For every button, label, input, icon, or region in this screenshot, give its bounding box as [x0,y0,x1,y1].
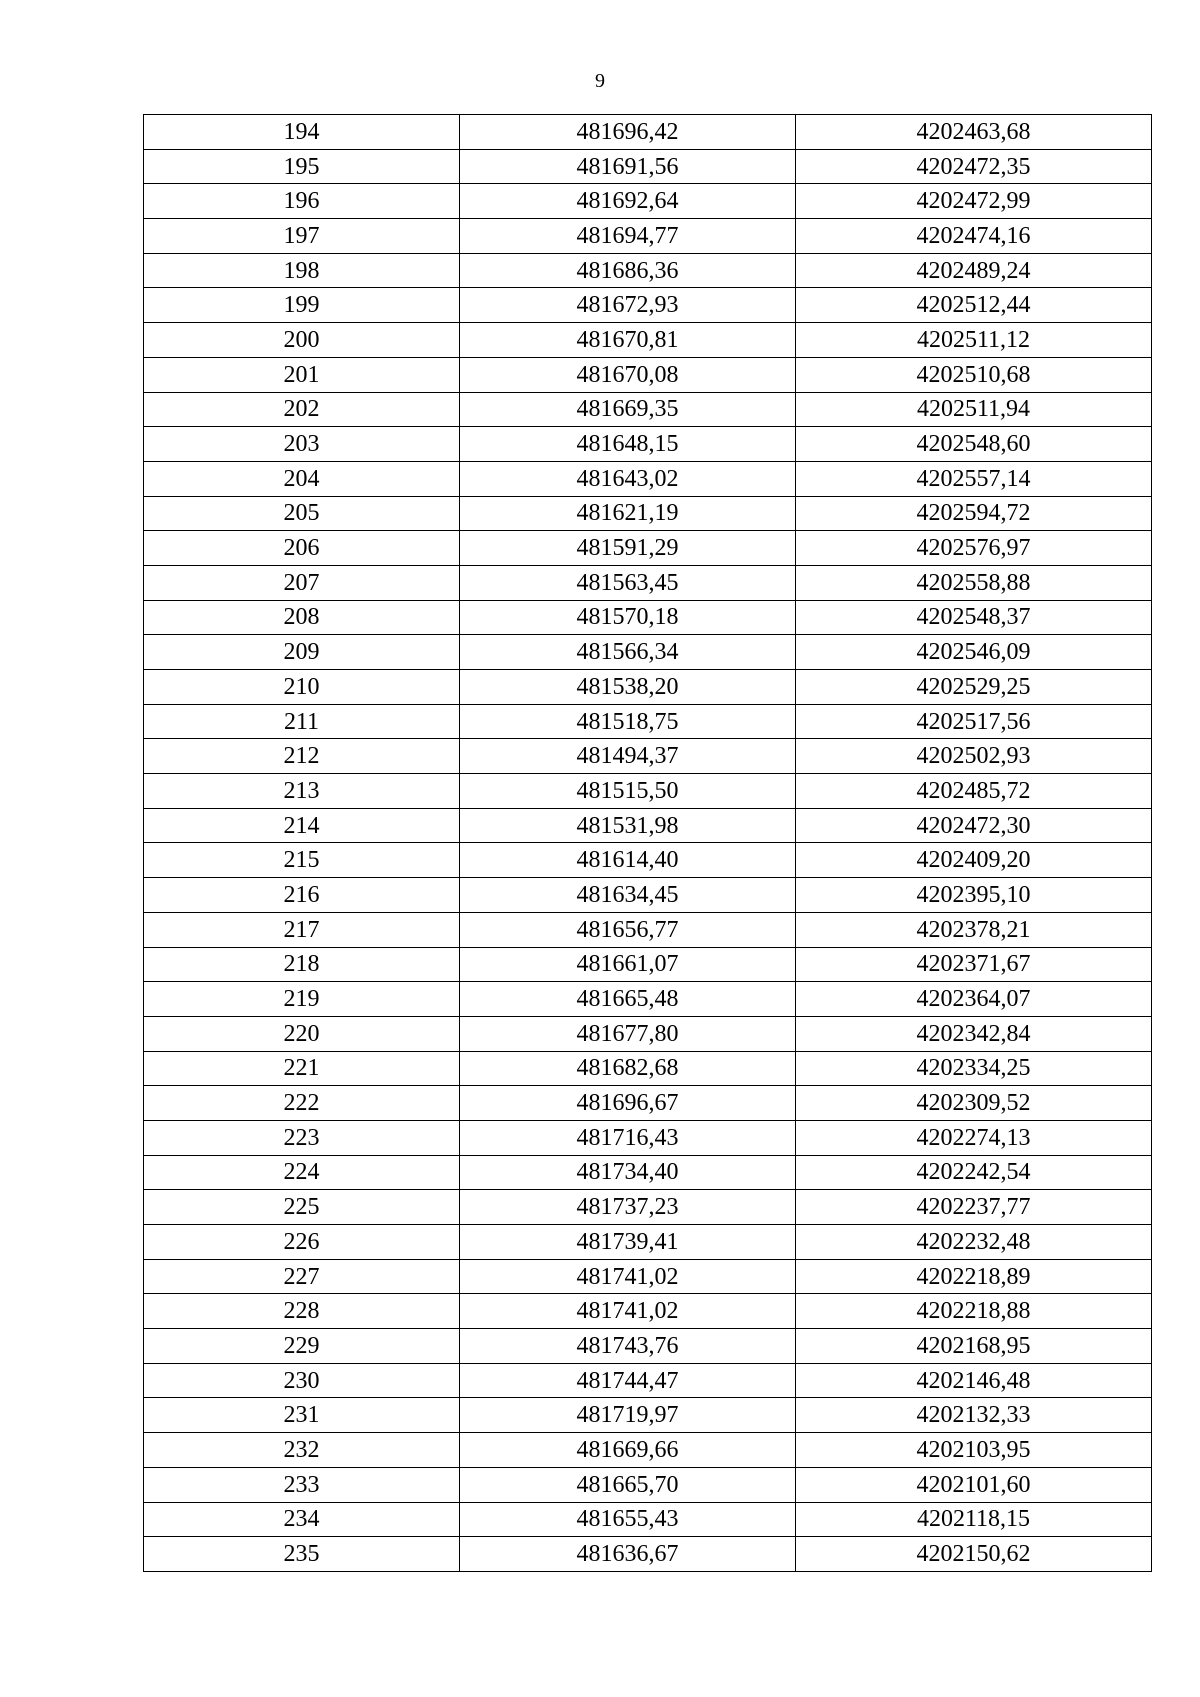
y-coordinate-cell: 4202395,10 [796,878,1152,913]
y-coordinate-cell: 4202576,97 [796,531,1152,566]
y-coordinate-cell: 4202168,95 [796,1329,1152,1364]
point-number-cell: 213 [144,774,460,809]
point-number-cell: 222 [144,1086,460,1121]
point-number-cell: 229 [144,1329,460,1364]
point-number-cell: 202 [144,392,460,427]
point-number-cell: 198 [144,253,460,288]
point-number-cell: 197 [144,219,460,254]
y-coordinate-cell: 4202150,62 [796,1537,1152,1572]
point-number-cell: 218 [144,947,460,982]
table-row [144,1537,1152,1572]
y-coordinate-cell: 4202512,44 [796,288,1152,323]
x-coordinate-cell: 481643,02 [460,461,796,496]
table-row [144,670,1152,705]
x-coordinate-cell: 481661,07 [460,947,796,982]
x-coordinate-cell: 481669,35 [460,392,796,427]
table-row [144,635,1152,670]
x-coordinate-cell: 481621,19 [460,496,796,531]
table-row [144,1467,1152,1502]
point-number-cell: 196 [144,184,460,219]
table-row [144,1051,1152,1086]
y-coordinate-cell: 4202557,14 [796,461,1152,496]
x-coordinate-cell: 481694,77 [460,219,796,254]
table-row [144,1225,1152,1260]
x-coordinate-cell: 481677,80 [460,1016,796,1051]
y-coordinate-cell: 4202118,15 [796,1502,1152,1537]
x-coordinate-cell: 481692,64 [460,184,796,219]
point-number-cell: 226 [144,1225,460,1260]
x-coordinate-cell: 481737,23 [460,1190,796,1225]
y-coordinate-cell: 4202242,54 [796,1155,1152,1190]
y-coordinate-cell: 4202511,12 [796,323,1152,358]
point-number-cell: 217 [144,912,460,947]
y-coordinate-cell: 4202510,68 [796,357,1152,392]
x-coordinate-cell: 481716,43 [460,1120,796,1155]
x-coordinate-cell: 481741,02 [460,1294,796,1329]
page-number: 9 [595,70,605,92]
table-row [144,531,1152,566]
x-coordinate-cell: 481648,15 [460,427,796,462]
point-number-cell: 233 [144,1467,460,1502]
table-row [144,843,1152,878]
table-row [144,1086,1152,1121]
point-number-cell: 200 [144,323,460,358]
y-coordinate-cell: 4202511,94 [796,392,1152,427]
point-number-cell: 235 [144,1537,460,1572]
point-number-cell: 216 [144,878,460,913]
table-row [144,912,1152,947]
table-row [144,357,1152,392]
y-coordinate-cell: 4202529,25 [796,670,1152,705]
y-coordinate-cell: 4202594,72 [796,496,1152,531]
table-row [144,149,1152,184]
y-coordinate-cell: 4202342,84 [796,1016,1152,1051]
x-coordinate-cell: 481566,34 [460,635,796,670]
x-coordinate-cell: 481741,02 [460,1259,796,1294]
table-row [144,1120,1152,1155]
coordinates-table-body [144,115,1152,1572]
y-coordinate-cell: 4202558,88 [796,565,1152,600]
point-number-cell: 214 [144,808,460,843]
point-number-cell: 199 [144,288,460,323]
x-coordinate-cell: 481563,45 [460,565,796,600]
x-coordinate-cell: 481665,70 [460,1467,796,1502]
table-row [144,184,1152,219]
point-number-cell: 223 [144,1120,460,1155]
table-row [144,219,1152,254]
x-coordinate-cell: 481696,42 [460,115,796,150]
table-row [144,1363,1152,1398]
point-number-cell: 220 [144,1016,460,1051]
x-coordinate-cell: 481614,40 [460,843,796,878]
x-coordinate-cell: 481686,36 [460,253,796,288]
table-row [144,774,1152,809]
y-coordinate-cell: 4202132,33 [796,1398,1152,1433]
x-coordinate-cell: 481734,40 [460,1155,796,1190]
x-coordinate-cell: 481656,77 [460,912,796,947]
x-coordinate-cell: 481591,29 [460,531,796,566]
point-number-cell: 224 [144,1155,460,1190]
point-number-cell: 232 [144,1433,460,1468]
x-coordinate-cell: 481691,56 [460,149,796,184]
point-number-cell: 208 [144,600,460,635]
x-coordinate-cell: 481739,41 [460,1225,796,1260]
point-number-cell: 230 [144,1363,460,1398]
table-row [144,496,1152,531]
point-number-cell: 194 [144,115,460,150]
table-row [144,461,1152,496]
y-coordinate-cell: 4202103,95 [796,1433,1152,1468]
y-coordinate-cell: 4202548,60 [796,427,1152,462]
y-coordinate-cell: 4202309,52 [796,1086,1152,1121]
table-row [144,392,1152,427]
table-row [144,323,1152,358]
point-number-cell: 219 [144,982,460,1017]
table-row [144,1190,1152,1225]
x-coordinate-cell: 481665,48 [460,982,796,1017]
x-coordinate-cell: 481538,20 [460,670,796,705]
y-coordinate-cell: 4202472,35 [796,149,1152,184]
table-row [144,115,1152,150]
table-row [144,704,1152,739]
x-coordinate-cell: 481719,97 [460,1398,796,1433]
point-number-cell: 228 [144,1294,460,1329]
x-coordinate-cell: 481696,67 [460,1086,796,1121]
table-row [144,565,1152,600]
y-coordinate-cell: 4202409,20 [796,843,1152,878]
point-number-cell: 204 [144,461,460,496]
y-coordinate-cell: 4202546,09 [796,635,1152,670]
x-coordinate-cell: 481518,75 [460,704,796,739]
table-row [144,1016,1152,1051]
point-number-cell: 221 [144,1051,460,1086]
x-coordinate-cell: 481655,43 [460,1502,796,1537]
y-coordinate-cell: 4202463,68 [796,115,1152,150]
x-coordinate-cell: 481669,66 [460,1433,796,1468]
y-coordinate-cell: 4202218,88 [796,1294,1152,1329]
table-row [144,1433,1152,1468]
table-row [144,1398,1152,1433]
table-row [144,253,1152,288]
y-coordinate-cell: 4202218,89 [796,1259,1152,1294]
point-number-cell: 225 [144,1190,460,1225]
table-row [144,288,1152,323]
y-coordinate-cell: 4202502,93 [796,739,1152,774]
point-number-cell: 210 [144,670,460,705]
point-number-cell: 215 [144,843,460,878]
x-coordinate-cell: 481670,81 [460,323,796,358]
table-row [144,600,1152,635]
y-coordinate-cell: 4202232,48 [796,1225,1152,1260]
point-number-cell: 212 [144,739,460,774]
table-row [144,808,1152,843]
x-coordinate-cell: 481494,37 [460,739,796,774]
point-number-cell: 234 [144,1502,460,1537]
y-coordinate-cell: 4202489,24 [796,253,1152,288]
point-number-cell: 207 [144,565,460,600]
x-coordinate-cell: 481744,47 [460,1363,796,1398]
y-coordinate-cell: 4202472,99 [796,184,1152,219]
table-row [144,1502,1152,1537]
y-coordinate-cell: 4202474,16 [796,219,1152,254]
x-coordinate-cell: 481682,68 [460,1051,796,1086]
x-coordinate-cell: 481672,93 [460,288,796,323]
y-coordinate-cell: 4202364,07 [796,982,1152,1017]
table-row [144,1155,1152,1190]
y-coordinate-cell: 4202378,21 [796,912,1152,947]
point-number-cell: 203 [144,427,460,462]
point-number-cell: 206 [144,531,460,566]
table-row [144,982,1152,1017]
point-number-cell: 205 [144,496,460,531]
point-number-cell: 195 [144,149,460,184]
point-number-cell: 209 [144,635,460,670]
y-coordinate-cell: 4202101,60 [796,1467,1152,1502]
point-number-cell: 201 [144,357,460,392]
table-row [144,1329,1152,1364]
point-number-cell: 211 [144,704,460,739]
x-coordinate-cell: 481531,98 [460,808,796,843]
y-coordinate-cell: 4202548,37 [796,600,1152,635]
y-coordinate-cell: 4202237,77 [796,1190,1152,1225]
table-row [144,1259,1152,1294]
x-coordinate-cell: 481634,45 [460,878,796,913]
y-coordinate-cell: 4202517,56 [796,704,1152,739]
point-number-cell: 227 [144,1259,460,1294]
table-row [144,427,1152,462]
y-coordinate-cell: 4202371,67 [796,947,1152,982]
y-coordinate-cell: 4202146,48 [796,1363,1152,1398]
x-coordinate-cell: 481670,08 [460,357,796,392]
table-row [144,739,1152,774]
table-row [144,878,1152,913]
x-coordinate-cell: 481515,50 [460,774,796,809]
table-row [144,1294,1152,1329]
x-coordinate-cell: 481636,67 [460,1537,796,1572]
point-number-cell: 231 [144,1398,460,1433]
x-coordinate-cell: 481743,76 [460,1329,796,1364]
y-coordinate-cell: 4202274,13 [796,1120,1152,1155]
coordinates-table [143,114,1152,1572]
table-row [144,947,1152,982]
x-coordinate-cell: 481570,18 [460,600,796,635]
y-coordinate-cell: 4202485,72 [796,774,1152,809]
y-coordinate-cell: 4202334,25 [796,1051,1152,1086]
y-coordinate-cell: 4202472,30 [796,808,1152,843]
